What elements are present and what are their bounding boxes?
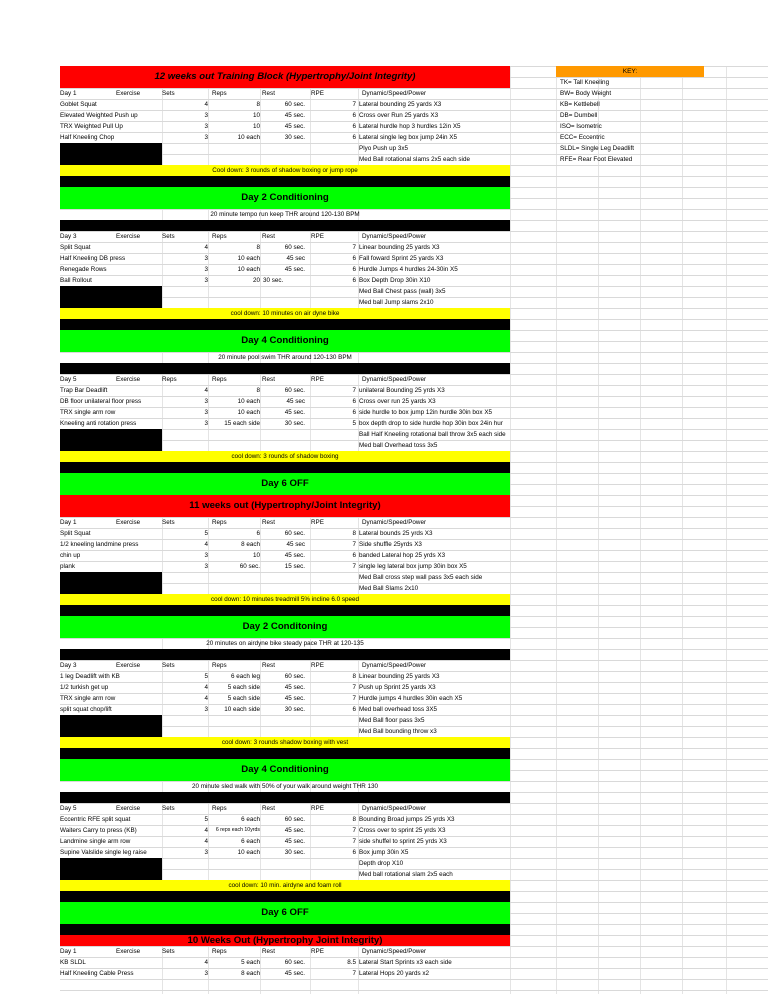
- reps-value: 10: [252, 123, 260, 130]
- reps-value: 8: [256, 387, 260, 394]
- conditioning-note: 20 minute pool swim THR around 120-130 BPM: [218, 354, 352, 361]
- grid-line-h: [60, 979, 768, 980]
- conditioning-note: 20 minute sled walk with 50% of your walk around weight THR 130: [191, 783, 379, 790]
- rpe-value: 8: [352, 816, 356, 823]
- dynamic-header: Dynamic/Speed/Power: [362, 805, 427, 812]
- dynamic-header: Dynamic/Speed/Power: [362, 662, 427, 669]
- separator-bar: [60, 220, 510, 231]
- dynamic-exercise: side hurdle to box jump 12in hurdle 30in box X5: [359, 409, 493, 416]
- black-cell: [60, 715, 162, 737]
- day-heading: Day 6 OFF: [261, 907, 309, 918]
- sets-value: 3: [204, 398, 208, 405]
- reps-value: 8 each: [241, 541, 260, 548]
- reps-value: 8: [256, 244, 260, 251]
- reps-value: 10 each: [237, 398, 260, 405]
- dynamic-exercise: Lateral bounding 25 yards X3: [359, 101, 442, 108]
- dynamic-exercise: Cross over run 25 yards X3: [359, 398, 436, 405]
- reps-value: 10 each: [237, 409, 260, 416]
- separator-bar: [60, 319, 510, 330]
- conditioning-note: 20 minutes on airdyne bike steady pace THR at 120-135: [206, 640, 364, 647]
- dynamic-header: Dynamic/Speed/Power: [362, 90, 427, 97]
- grid-line-v: [682, 66, 683, 994]
- rest-value: 60 sec.: [284, 244, 305, 251]
- sets-value: 3: [204, 134, 208, 141]
- block-title: 10 Weeks Out (Hypertrophy Joint Integrity): [187, 935, 383, 946]
- dynamic-exercise: Med ball overhead toss 3X5: [359, 706, 438, 713]
- key-item: RFE= Rear Foot Elevated: [560, 156, 633, 163]
- sets-value: 3: [204, 970, 208, 977]
- exercise-name: DB floor unilateral floor press: [60, 398, 142, 405]
- dynamic-header: Dynamic/Speed/Power: [362, 233, 427, 240]
- exercise-name: Waiters Carry to press (KB): [60, 827, 137, 834]
- grid-line-v: [556, 66, 557, 994]
- exercise-name: plank: [60, 563, 76, 570]
- reps-value: 60 sec.: [239, 563, 260, 570]
- separator-bar: [60, 891, 510, 902]
- sets-value: 5: [204, 530, 208, 537]
- separator-bar: [60, 462, 510, 473]
- exercise-name: Trap Bar Deadlift: [60, 387, 108, 394]
- dynamic-exercise: Cross over Run 25 yards X3: [359, 112, 439, 119]
- rpe-value: 6: [352, 277, 356, 284]
- rpe-value: 6: [352, 706, 356, 713]
- separator-bar: [60, 363, 510, 374]
- dynamic-exercise: Box Depth Drop 30in X10: [359, 277, 431, 284]
- reps-header: Reps: [212, 948, 227, 955]
- cooldown-text: cool down: 10 minutes on air dyne bike: [230, 310, 340, 317]
- rest-value: 30 sec.: [284, 849, 305, 856]
- key-item: BW= Body Weight: [560, 90, 612, 97]
- rpe-value: 6: [352, 409, 356, 416]
- sets-header: Sets: [162, 805, 175, 812]
- rest-value: 30 sec.: [284, 420, 305, 427]
- exercise-name: chin up: [60, 552, 81, 559]
- reps-header: Reps: [212, 90, 227, 97]
- block-title: 12 weeks out Training Block (Hypertrophy/Joint Integrity): [154, 71, 416, 82]
- sets-value: 4: [204, 387, 208, 394]
- cooldown-text: cool down: 10 minutes treadmill 5% incline 6.0 speed: [210, 596, 360, 603]
- sets-value: 3: [204, 277, 208, 284]
- rpe-value: 6: [352, 112, 356, 119]
- rpe-header: RPE: [311, 662, 324, 669]
- rest-value: 45 sec.: [284, 266, 305, 273]
- separator-bar: [60, 176, 510, 187]
- exercise-name: Kneeling anti rotation press: [60, 420, 137, 427]
- rpe-header: RPE: [311, 90, 324, 97]
- exercise-header: Exercise: [116, 948, 141, 955]
- rest-value: 30 sec.: [284, 134, 305, 141]
- rpe-value: 8: [352, 530, 356, 537]
- rest-header: Rest: [262, 662, 275, 669]
- cooldown-text: cool down: 10 min. airdyne and foam roll: [228, 882, 342, 889]
- rpe-header: RPE: [311, 233, 324, 240]
- day-label: Day 1: [60, 519, 77, 526]
- reps-value: 5 each: [241, 959, 260, 966]
- sets-value: 3: [204, 706, 208, 713]
- exercise-header: Exercise: [116, 376, 141, 383]
- sets-header: Sets: [162, 233, 175, 240]
- dynamic-exercise: single leg lateral box jump 30in box X5: [359, 563, 467, 570]
- rpe-value: 7: [352, 695, 356, 702]
- rest-value: 45 sec: [286, 398, 305, 405]
- dynamic-exercise: Ball Half Kneeling rotational ball throw 3x5 each side: [359, 431, 506, 438]
- day-label: Day 1: [60, 948, 77, 955]
- separator-bar: [60, 792, 510, 803]
- sets-value: 4: [204, 827, 208, 834]
- sets-value: 4: [204, 101, 208, 108]
- reps-value: 10 each side: [224, 706, 260, 713]
- separator-bar: [60, 605, 510, 616]
- sets-header: Reps: [162, 376, 177, 383]
- dynamic-exercise: Lateral hurdle hop 3 hurdles 12in X5: [359, 123, 461, 130]
- rest-value: 60 sec.: [284, 101, 305, 108]
- key-item: ISO= Isometric: [560, 123, 602, 130]
- cooldown-text: cool down: 3 rounds shadow boxing with vest: [221, 739, 349, 746]
- reps-header: Reps: [212, 805, 227, 812]
- sets-value: 4: [204, 244, 208, 251]
- exercise-name: 1/2 kneeling landmine press: [60, 541, 139, 548]
- rest-value: 45 sec.: [284, 409, 305, 416]
- exercise-name: Landmine single arm row: [60, 838, 131, 845]
- rpe-value: 7: [352, 101, 356, 108]
- dynamic-header: Dynamic/Speed/Power: [362, 376, 427, 383]
- sets-header: Sets: [162, 662, 175, 669]
- rpe-header: RPE: [311, 519, 324, 526]
- dynamic-exercise: box depth drop to side hurdle hop 30in box 24in hur: [359, 420, 503, 427]
- reps-value: 6: [256, 530, 260, 537]
- dynamic-exercise: Linear bounding 25 yards X3: [359, 244, 440, 251]
- reps-value: 10 each: [237, 849, 260, 856]
- sets-header: Sets: [162, 948, 175, 955]
- reps-header: Reps: [212, 233, 227, 240]
- reps-value: 8: [256, 101, 260, 108]
- dynamic-exercise: Lateral single leg box jump 24in X5: [359, 134, 458, 141]
- sets-value: 3: [204, 409, 208, 416]
- dynamic-exercise: Med ball rotational slam 2x5 each: [359, 871, 453, 878]
- day-heading: Day 2 Conditoning: [242, 621, 328, 632]
- rest-value: 45 sec.: [284, 112, 305, 119]
- day-label: Day 3: [60, 233, 77, 240]
- rpe-header: RPE: [311, 376, 324, 383]
- key-item: SLDL= Single Leg Deadlift: [560, 145, 635, 152]
- rpe-value: 7: [352, 684, 356, 691]
- dynamic-exercise: Med Ball floor pass 3x5: [359, 717, 425, 724]
- rest-value: 45 sec.: [284, 827, 305, 834]
- dynamic-exercise: Lateral bounds 25 yrds X3: [359, 530, 433, 537]
- day-heading: Day 4 Conditioning: [241, 335, 329, 346]
- reps-value: 10 each: [237, 266, 260, 273]
- dynamic-exercise: Med Ball Chest pass (wall) 3x5: [359, 288, 446, 295]
- exercise-header: Exercise: [116, 805, 141, 812]
- reps-value: 10 each: [237, 255, 260, 262]
- conditioning-note: 20 minute tempo run keep THR around 120-130 BPM: [210, 211, 360, 218]
- rpe-value: 6: [352, 134, 356, 141]
- rest-header: Rest: [262, 90, 275, 97]
- day-heading: Day 4 Conditioning: [241, 764, 329, 775]
- dynamic-exercise: Plyo Push up 3x5: [359, 145, 409, 152]
- black-cell: [60, 858, 162, 880]
- reps-value: 8 each: [241, 970, 260, 977]
- rest-value: 45 sec: [286, 541, 305, 548]
- cooldown-text: cool down: 3 rounds of shadow boxing: [231, 453, 339, 460]
- exercise-name: Split Squat: [60, 530, 91, 537]
- grid-line-v: [510, 66, 511, 994]
- reps-header: Reps: [212, 376, 227, 383]
- exercise-name: Half Kneeling Chop: [60, 134, 115, 141]
- dynamic-header: Dynamic/Speed/Power: [362, 519, 427, 526]
- block-title: 11 weeks out (Hypertrophy/Joint Integrity): [189, 500, 381, 511]
- rest-value: 45 sec.: [284, 970, 305, 977]
- dynamic-exercise: Push up Sprint 25 yards X3: [359, 684, 436, 691]
- rest-header: Rest: [262, 948, 275, 955]
- rest-header: Rest: [262, 805, 275, 812]
- key-item: KB= Kettlebell: [560, 101, 600, 108]
- dynamic-exercise: Lateral Hops 20 yards x2: [359, 970, 430, 977]
- rest-value: 30 sec.: [284, 706, 305, 713]
- rpe-value: 7: [352, 387, 356, 394]
- reps-value: 10: [252, 112, 260, 119]
- rpe-value: 6: [352, 266, 356, 273]
- exercise-name: Split Squat: [60, 244, 91, 251]
- dynamic-exercise: Med Ball rotational slams 2x5 each side: [359, 156, 470, 163]
- sets-value: 5: [204, 816, 208, 823]
- rpe-value: 8: [352, 673, 356, 680]
- dynamic-exercise: Fall foward Sprint 25 yards X3: [359, 255, 444, 262]
- black-cell: [60, 572, 162, 594]
- sets-value: 3: [204, 255, 208, 262]
- rpe-value: 5: [352, 420, 356, 427]
- exercise-name: 1 leg Deadlift with KB: [60, 673, 120, 680]
- rest-header: Rest: [262, 233, 275, 240]
- black-cell: [60, 286, 162, 308]
- dynamic-exercise: Bounding Broad jumps 25 yrds X3: [359, 816, 455, 823]
- rest-value: 45 sec.: [284, 695, 305, 702]
- grid-line-h: [60, 858, 768, 859]
- grid-line-v: [726, 66, 727, 994]
- rest-value: 45 sec.: [284, 123, 305, 130]
- dynamic-exercise: Med ball Jump slams 2x10: [359, 299, 434, 306]
- exercise-name: TRX Weighted Pull Up: [60, 123, 123, 130]
- exercise-name: KB SLDL: [60, 959, 86, 966]
- rest-header: Rest: [262, 519, 275, 526]
- rpe-value: 7: [352, 838, 356, 845]
- exercise-header: Exercise: [116, 662, 141, 669]
- dynamic-exercise: Cross over to sprint 25 yrds X3: [359, 827, 446, 834]
- rpe-value: 7: [352, 244, 356, 251]
- dynamic-exercise: Depth drop X10: [359, 860, 404, 867]
- sets-value: 4: [204, 695, 208, 702]
- rpe-value: 6: [352, 849, 356, 856]
- dynamic-exercise: Linear bounding 25 yards X3: [359, 673, 440, 680]
- reps-value: 15 each side: [224, 420, 260, 427]
- reps-value: 5 each side: [227, 695, 260, 702]
- exercise-header: Exercise: [116, 233, 141, 240]
- exercise-name: Elevated Weighted Push up: [60, 112, 138, 119]
- exercise-name: 1/2 turkish get up: [60, 684, 109, 691]
- rest-header: Rest: [262, 376, 275, 383]
- exercise-name: Eccentric RFE split squat: [60, 816, 131, 823]
- dynamic-exercise: banded Lateral hop 25 yrds X3: [359, 552, 446, 559]
- rpe-value: 6: [352, 123, 356, 130]
- separator-bar: [60, 924, 510, 935]
- exercise-name: Supine Valslide single leg raise: [60, 849, 147, 856]
- dynamic-exercise: Med Ball bounding throw x3: [359, 728, 437, 735]
- dynamic-exercise: Med Ball Slams 2x10: [359, 585, 419, 592]
- reps-value: 5 each side: [227, 684, 260, 691]
- rpe-value: 7: [352, 563, 356, 570]
- key-item: TK= Tall Kneeling: [560, 79, 610, 86]
- day-heading: Day 2 Conditioning: [241, 192, 329, 203]
- day-label: Day 3: [60, 662, 77, 669]
- rpe-value: 8.5: [347, 959, 356, 966]
- sets-value: 3: [204, 266, 208, 273]
- day-label: Day 5: [60, 376, 77, 383]
- dynamic-header: Dynamic/Speed/Power: [362, 948, 427, 955]
- rpe-header: RPE: [311, 948, 324, 955]
- rpe-value: 6: [352, 398, 356, 405]
- sets-value: 3: [204, 849, 208, 856]
- key-header: KEY:: [556, 66, 704, 77]
- exercise-header: Exercise: [116, 519, 141, 526]
- key-item: ECC= Eccentric: [560, 134, 605, 141]
- exercise-header: Exercise: [116, 90, 141, 97]
- sets-value: 4: [204, 541, 208, 548]
- day-heading: Day 6 OFF: [261, 478, 309, 489]
- reps-value: 10: [252, 552, 260, 559]
- rest-value: 45 sec.: [284, 838, 305, 845]
- sets-value: 3: [204, 112, 208, 119]
- dynamic-exercise: Hurdle jumps 4 hurdles 30in each X5: [359, 695, 463, 702]
- sets-value: 3: [204, 552, 208, 559]
- rest-value: 30 sec.: [263, 277, 284, 284]
- exercise-name: TRX single arm row: [60, 695, 116, 702]
- rpe-value: 6: [352, 255, 356, 262]
- dynamic-exercise: unilateral Bounding 25 yrds X3: [359, 387, 445, 394]
- separator-bar: [60, 649, 510, 660]
- sets-value: 4: [204, 684, 208, 691]
- sets-header: Sets: [162, 519, 175, 526]
- grid-line-h: [60, 143, 768, 144]
- rpe-value: 7: [352, 970, 356, 977]
- rest-value: 45 sec.: [284, 684, 305, 691]
- reps-value: 6 each leg: [230, 673, 260, 680]
- rest-value: 45 sec: [286, 255, 305, 262]
- reps-header: Reps: [212, 662, 227, 669]
- sets-value: 4: [204, 959, 208, 966]
- exercise-name: Goblet Squat: [60, 101, 97, 108]
- reps-value: 10 each: [237, 134, 260, 141]
- dynamic-exercise: Lateral Start Sprints x3 each side: [359, 959, 452, 966]
- rest-value: 60 sec.: [284, 816, 305, 823]
- reps-value: 20: [252, 277, 260, 284]
- grid-line-h: [60, 990, 768, 991]
- dynamic-exercise: Box jump 30in X5: [359, 849, 409, 856]
- rest-value: 15 sec.: [284, 563, 305, 570]
- day-label: Day 1: [60, 90, 77, 97]
- sets-header: Sets: [162, 90, 175, 97]
- rpe-value: 7: [352, 541, 356, 548]
- rest-value: 60 sec.: [284, 673, 305, 680]
- dynamic-exercise: Hurdle Jumps 4 hurdles 24-30in X5: [359, 266, 458, 273]
- rpe-value: 7: [352, 827, 356, 834]
- dynamic-exercise: Med Ball cross step wall pass 3x5 each side: [359, 574, 483, 581]
- dynamic-exercise: Med ball Overhead toss 3x5: [359, 442, 438, 449]
- grid-line-v: [598, 66, 599, 994]
- black-cell: [60, 429, 162, 451]
- sets-value: 5: [204, 673, 208, 680]
- grid-line-v: [640, 66, 641, 994]
- rpe-header: RPE: [311, 805, 324, 812]
- sets-value: 4: [204, 838, 208, 845]
- rest-value: 45 sec.: [284, 552, 305, 559]
- day-label: Day 5: [60, 805, 77, 812]
- reps-header: Reps: [212, 519, 227, 526]
- rest-value: 60 sec.: [284, 530, 305, 537]
- sets-value: 3: [204, 563, 208, 570]
- rest-value: 60 sec.: [284, 959, 305, 966]
- reps-value: 6 each: [241, 816, 260, 823]
- exercise-name: TRX single arm row: [60, 409, 116, 416]
- reps-value: 6 each: [241, 838, 260, 845]
- cooldown-text: Cool down: 3 rounds of shadow boxing or jump rope: [212, 167, 358, 174]
- exercise-name: Renegade Rows: [60, 266, 107, 273]
- black-cell: [60, 143, 162, 165]
- rest-value: 60 sec.: [284, 387, 305, 394]
- dynamic-exercise: Side shuffle 25yrds X3: [359, 541, 422, 548]
- exercise-name: Ball Rollout: [60, 277, 92, 284]
- key-item: DB= Dumbell: [560, 112, 598, 119]
- exercise-name: Half Kneeling DB press: [60, 255, 126, 262]
- reps-value: 6 reps each 10yrds: [215, 827, 260, 833]
- sets-value: 3: [204, 123, 208, 130]
- separator-bar: [60, 748, 510, 759]
- rpe-value: 6: [352, 552, 356, 559]
- sets-value: 3: [204, 420, 208, 427]
- exercise-name: split squat chop/lift: [60, 706, 112, 713]
- dynamic-exercise: side shuffel to sprint 25 yrds X3: [359, 838, 447, 845]
- exercise-name: Half Kneeling Cable Press: [60, 970, 134, 977]
